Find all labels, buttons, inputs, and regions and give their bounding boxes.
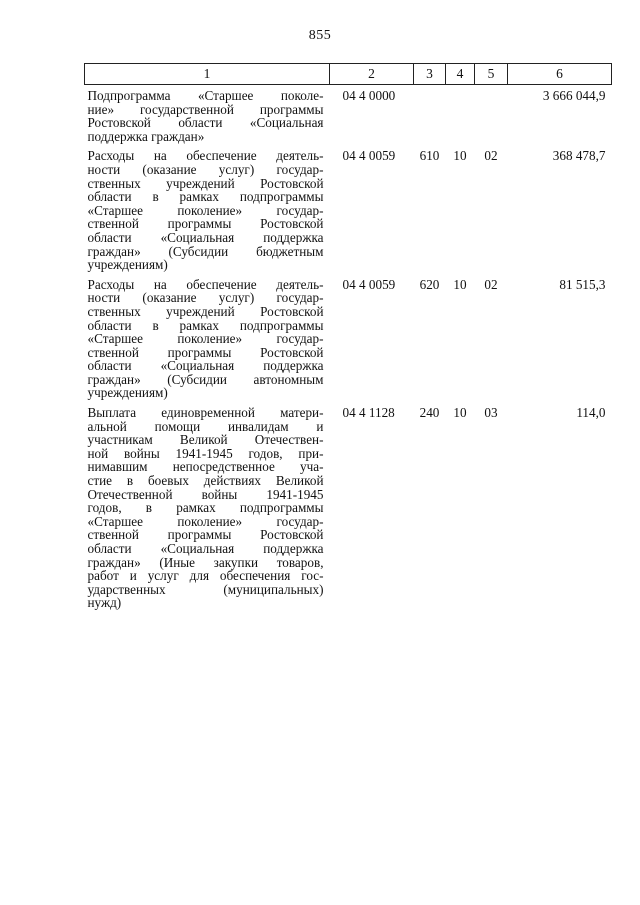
row-name-line: Ростовской области «Социальная — [87, 115, 324, 131]
row-name-line: поддержка граждан» — [87, 128, 205, 144]
row-col4-cell: 10 — [453, 148, 467, 164]
row-amount-cell: 368 478,7 — [552, 148, 606, 164]
row-name-line: граждан» (Субсидии автономным — [87, 371, 324, 387]
row-name-cell — [85, 145, 330, 273]
row-name-line: ственных учреждений Ростовской — [87, 175, 324, 191]
row-name-line: области «Социальная поддержка — [87, 229, 324, 245]
row-name-line: Расходы на обеспечение деятель- — [87, 276, 324, 292]
row-name-line: ной войны 1941-1945 годов, при- — [87, 445, 324, 461]
row-name-line: ности (оказание услуг) государ- — [87, 290, 324, 306]
table-body — [85, 85, 612, 612]
row-name-line: стие в боевых действиях Великой — [87, 473, 324, 489]
row-name-line: нужд) — [87, 595, 122, 611]
row-code-cell: 04 4 0000 — [342, 88, 396, 103]
row-name-cell — [85, 274, 330, 402]
row-name-line: работ и услуг для обеспечения гос- — [87, 568, 324, 584]
row-name-line: нимавшим непосредственное уча- — [87, 459, 324, 475]
row-name-line: годов, в рамках подпрограммы — [87, 500, 324, 516]
row-name-line: области в рамках подпрограммы — [87, 189, 324, 205]
row-col5-cell: 03 — [484, 405, 498, 421]
table-row — [85, 274, 612, 402]
page-number: 855 — [308, 28, 332, 43]
row-name-line: ности (оказание услуг) государ- — [87, 161, 324, 177]
column-header-4: 4 — [446, 64, 475, 85]
column-header-5: 5 — [475, 64, 508, 85]
row-name-line: альной помощи инвалидам и — [87, 418, 324, 434]
row-name-line: граждан» (Субсидии бюджетным — [87, 243, 324, 259]
row-code-cell: 04 4 0059 — [342, 276, 396, 292]
row-name-line: области «Социальная поддержка — [87, 358, 324, 374]
row-name-line: ние» государственной программы — [87, 101, 324, 117]
row-name-line: области в рамках подпрограммы — [87, 317, 324, 333]
row-name-line: граждан» (Иные закупки товаров, — [87, 554, 324, 570]
row-name-cell — [85, 402, 330, 612]
table-row — [85, 402, 612, 612]
column-header-6: 6 — [508, 64, 612, 85]
row-col4-cell — [446, 85, 475, 146]
row-name-line: ственной программы Ростовской — [87, 527, 324, 543]
row-col4-cell: 10 — [453, 276, 467, 292]
row-col5-cell: 02 — [484, 148, 498, 164]
row-col3-cell: 620 — [419, 276, 440, 292]
row-col5-cell: 02 — [484, 276, 498, 292]
row-name-line: учреждениям) — [87, 385, 168, 401]
column-header-2: 2 — [330, 64, 414, 85]
row-code-cell: 04 4 1128 — [342, 405, 395, 421]
row-name-line: «Старшее поколение» государ- — [87, 202, 324, 218]
row-amount-cell: 3 666 044,9 — [542, 88, 606, 103]
row-name-line: ственной программы Ростовской — [87, 216, 324, 232]
row-name-line: ственной программы Ростовской — [87, 344, 324, 360]
row-name-line: области «Социальная поддержка — [87, 541, 324, 556]
row-name-line: ственных учреждений Ростовской — [87, 303, 324, 319]
row-name-line: «Старшее поколение» государ- — [87, 331, 324, 347]
row-amount-cell: 114,0 — [576, 405, 606, 421]
column-header-3: 3 — [414, 64, 446, 85]
row-name-line: участникам Великой Отечествен- — [87, 432, 324, 448]
row-name-line: «Старшее поколение» государ- — [87, 513, 324, 529]
row-col3-cell: 240 — [419, 405, 440, 421]
row-col3-cell — [414, 85, 446, 146]
table-row — [85, 85, 612, 146]
column-header-1: 1 — [85, 64, 330, 85]
row-name-line: Расходы на обеспечение деятель- — [87, 148, 324, 164]
row-name-line: Отечественной войны 1941-1945 — [87, 486, 324, 502]
row-name-line: учреждениям) — [87, 257, 168, 273]
row-name-line: Подпрограмма «Старшее поколе- — [87, 88, 324, 103]
row-name-line: Выплата единовременной матери- — [87, 405, 324, 421]
row-col5-cell — [475, 85, 508, 146]
row-name-line: ударственных (муниципальных) — [87, 581, 324, 597]
row-amount-cell: 81 515,3 — [559, 276, 606, 292]
row-code-cell: 04 4 0059 — [342, 148, 396, 164]
row-name-cell — [85, 85, 330, 146]
table-header-row — [85, 64, 612, 85]
row-col4-cell: 10 — [453, 405, 467, 421]
row-col3-cell: 610 — [419, 148, 440, 164]
budget-table — [84, 63, 612, 612]
table-row — [85, 145, 612, 273]
